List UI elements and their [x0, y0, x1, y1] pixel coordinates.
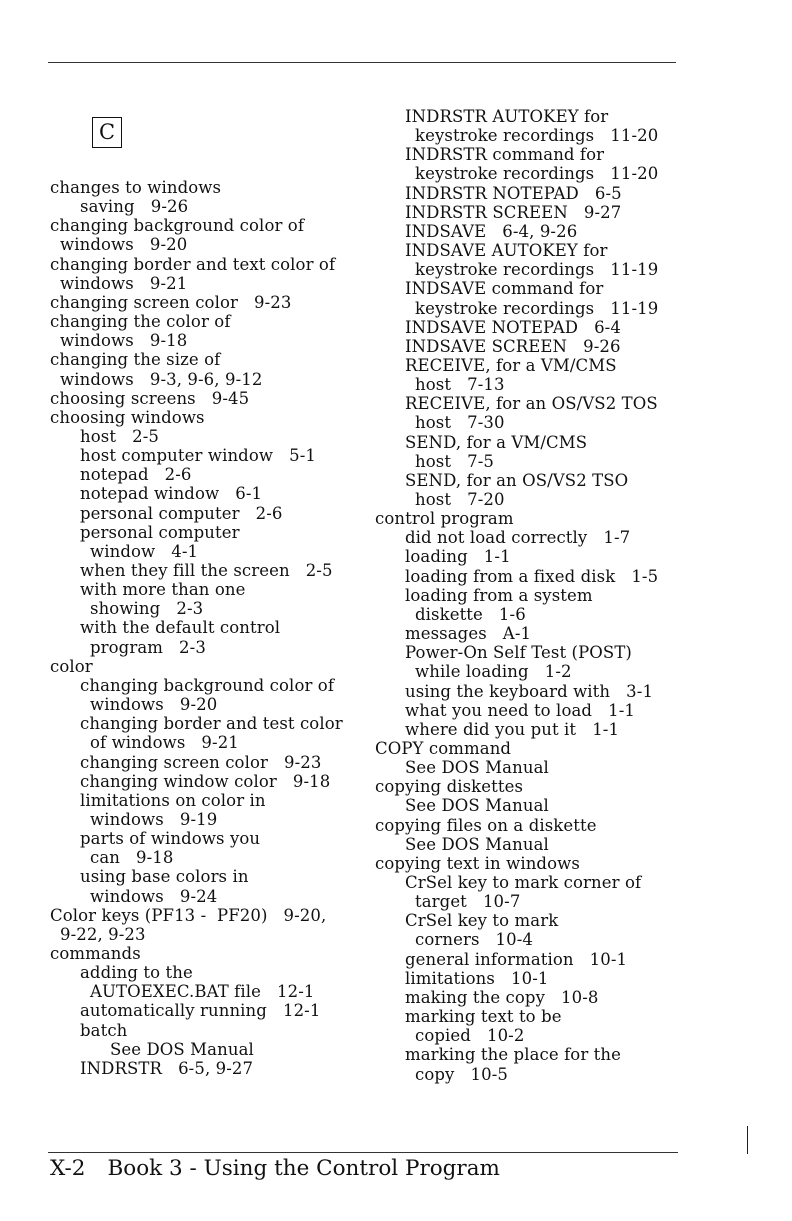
index-subentry: loading from a system	[405, 585, 593, 605]
index-subentry: parts of windows you	[80, 829, 261, 849]
index-subentry: target 10-7	[415, 892, 521, 912]
index-subentry: when they fill the screen 2-5	[80, 561, 333, 580]
index-subentry: messages A-1	[405, 624, 532, 644]
index-subentry: host 7-5	[415, 451, 494, 471]
index-subentry: See DOS Manual	[405, 758, 549, 778]
index-subentry: what you need to load 1-1	[405, 700, 635, 720]
index-heading: changing screen color 9-23	[50, 292, 292, 312]
index-subentry: limitations on color in	[80, 790, 266, 810]
index-subentry: general information 10-1	[405, 949, 628, 969]
index-subentry: with the default control	[80, 618, 281, 638]
index-subentry: loading 1-1	[405, 547, 511, 567]
index-heading: Color keys (PF13 - PF20) 9-20,	[50, 905, 327, 925]
index-heading: copying diskettes	[375, 777, 524, 797]
index-subentry: INDRSTR 6-5, 9-27	[80, 1058, 254, 1078]
index-subentry: changing background color of	[80, 675, 335, 695]
index-subentry: did not load correctly 1-7	[405, 528, 631, 548]
index-subentry: saving 9-26	[80, 197, 189, 217]
index-subentry: can 9-18	[90, 848, 174, 868]
index-heading: changing the size of	[50, 350, 221, 370]
index-heading: copying text in windows	[375, 853, 580, 873]
index-subentry: changing screen color 9-23	[80, 752, 322, 772]
index-heading: choosing screens 9-45	[50, 388, 250, 408]
index-subentry: while loading 1-2	[415, 662, 572, 682]
top-rule	[48, 62, 676, 63]
index-heading: changing the color of	[50, 312, 231, 332]
index-subentry: keystroke recordings 11-19	[415, 260, 659, 280]
index-subentry: SEND, for an OS/VS2 TSO	[405, 470, 629, 490]
index-subentry: INDSAVE 6-4, 9-26	[405, 221, 578, 241]
index-subentry: adding to the	[80, 963, 193, 983]
index-subentry: where did you put it 1-1	[405, 719, 620, 739]
index-subentry: keystroke recordings 11-19	[415, 298, 659, 318]
index-subentry: windows 9-18	[60, 331, 188, 351]
index-subentry: automatically running 12-1	[80, 1001, 321, 1021]
index-heading: copying files on a diskette	[375, 815, 597, 835]
index-subentry: notepad window 6-1	[80, 484, 263, 504]
index-subentry: program 2-3	[90, 637, 206, 657]
index-subentry: marking text to be	[405, 1007, 562, 1027]
index-subentry: personal computer	[80, 522, 240, 542]
index-subentry: using the keyboard with 3-1	[405, 681, 654, 701]
index-subentry: Power-On Self Test (POST)	[405, 643, 632, 663]
index-subentry: See DOS Manual	[110, 1039, 254, 1059]
index-subentry: using base colors in	[80, 867, 249, 887]
index-subentry: INDSAVE SCREEN 9-26	[405, 336, 621, 356]
index-subentry: batch	[80, 1020, 128, 1040]
footer-page-number: X-2	[50, 1156, 86, 1181]
footer-book-title: Book 3 - Using the Control Program	[107, 1156, 500, 1181]
index-subentry: host 7-20	[415, 490, 505, 509]
index-subentry: windows 9-19	[90, 809, 218, 829]
index-subentry: copied 10-2	[415, 1026, 525, 1046]
index-heading: changing background color of	[50, 216, 305, 236]
index-heading: changing border and text color of	[50, 254, 336, 274]
index-subentry: INDRSTR AUTOKEY for	[405, 107, 609, 126]
index-subentry: host computer window 5-1	[80, 446, 316, 466]
index-subentry: changing window color 9-18	[80, 771, 331, 791]
index-subentry: of windows 9-21	[90, 733, 239, 753]
index-subentry: See DOS Manual	[405, 796, 549, 816]
index-subentry: AUTOEXEC.BAT file 12-1	[90, 982, 315, 1002]
index-subentry: with more than one	[80, 580, 246, 600]
index-subentry: 9-22, 9-23	[60, 924, 146, 944]
index-subentry: windows 9-20	[60, 235, 188, 255]
index-subentry: INDSAVE NOTEPAD 6-4	[405, 317, 621, 337]
index-subentry: CrSel key to mark	[405, 911, 559, 931]
index-subentry: INDRSTR command for	[405, 145, 605, 165]
index-subentry: notepad 2-6	[80, 465, 192, 485]
index-heading: choosing windows	[50, 407, 205, 427]
index-subentry: keystroke recordings 11-20	[415, 164, 659, 184]
index-subentry: INDSAVE command for	[405, 279, 604, 299]
index-heading: COPY command	[375, 738, 512, 758]
index-subentry: INDSAVE AUTOKEY for	[405, 241, 608, 261]
page-footer	[50, 1156, 500, 1182]
index-heading: color	[50, 656, 93, 676]
index-subentry: changing border and test color	[80, 714, 343, 734]
index-subentry: SEND, for a VM/CMS	[405, 432, 588, 452]
index-subentry: showing 2-3	[90, 599, 204, 619]
section-letter-box: C	[92, 117, 122, 148]
index-subentry: host 7-30	[415, 413, 505, 433]
index-subentry: INDRSTR NOTEPAD 6-5	[405, 183, 622, 203]
index-subentry: host 7-13	[415, 375, 505, 395]
margin-mark	[747, 1126, 748, 1154]
index-subentry: windows 9-3, 9-6, 9-12	[60, 369, 263, 389]
index-subentry: keystroke recordings 11-20	[415, 126, 659, 146]
index-subentry: host 2-5	[80, 426, 159, 446]
index-subentry: making the copy 10-8	[405, 987, 599, 1007]
bottom-rule	[48, 1152, 678, 1153]
index-subentry: limitations 10-1	[405, 968, 549, 988]
index-subentry: INDRSTR SCREEN 9-27	[405, 202, 622, 222]
index-heading: changes to windows	[50, 178, 222, 197]
index-subentry: windows 9-20	[90, 695, 218, 715]
index-subentry: personal computer 2-6	[80, 503, 283, 523]
index-subentry: See DOS Manual	[405, 834, 549, 854]
index-subentry: window 4-1	[90, 541, 199, 561]
index-subentry: corners 10-4	[415, 930, 534, 950]
index-subentry: RECEIVE, for an OS/VS2 TOS	[405, 394, 658, 414]
index-subentry: diskette 1-6	[415, 604, 526, 624]
index-heading: commands	[50, 944, 141, 963]
index-subentry: loading from a fixed disk 1-5	[405, 566, 659, 586]
index-subentry: CrSel key to mark corner of	[405, 873, 642, 892]
index-subentry: windows 9-21	[60, 273, 188, 293]
index-subentry: copy 10-5	[415, 1064, 508, 1084]
index-subentry: windows 9-24	[90, 886, 218, 906]
index-subentry: marking the place for the	[405, 1045, 621, 1065]
index-heading: control program	[375, 509, 514, 529]
index-subentry: RECEIVE, for a VM/CMS	[405, 355, 617, 375]
